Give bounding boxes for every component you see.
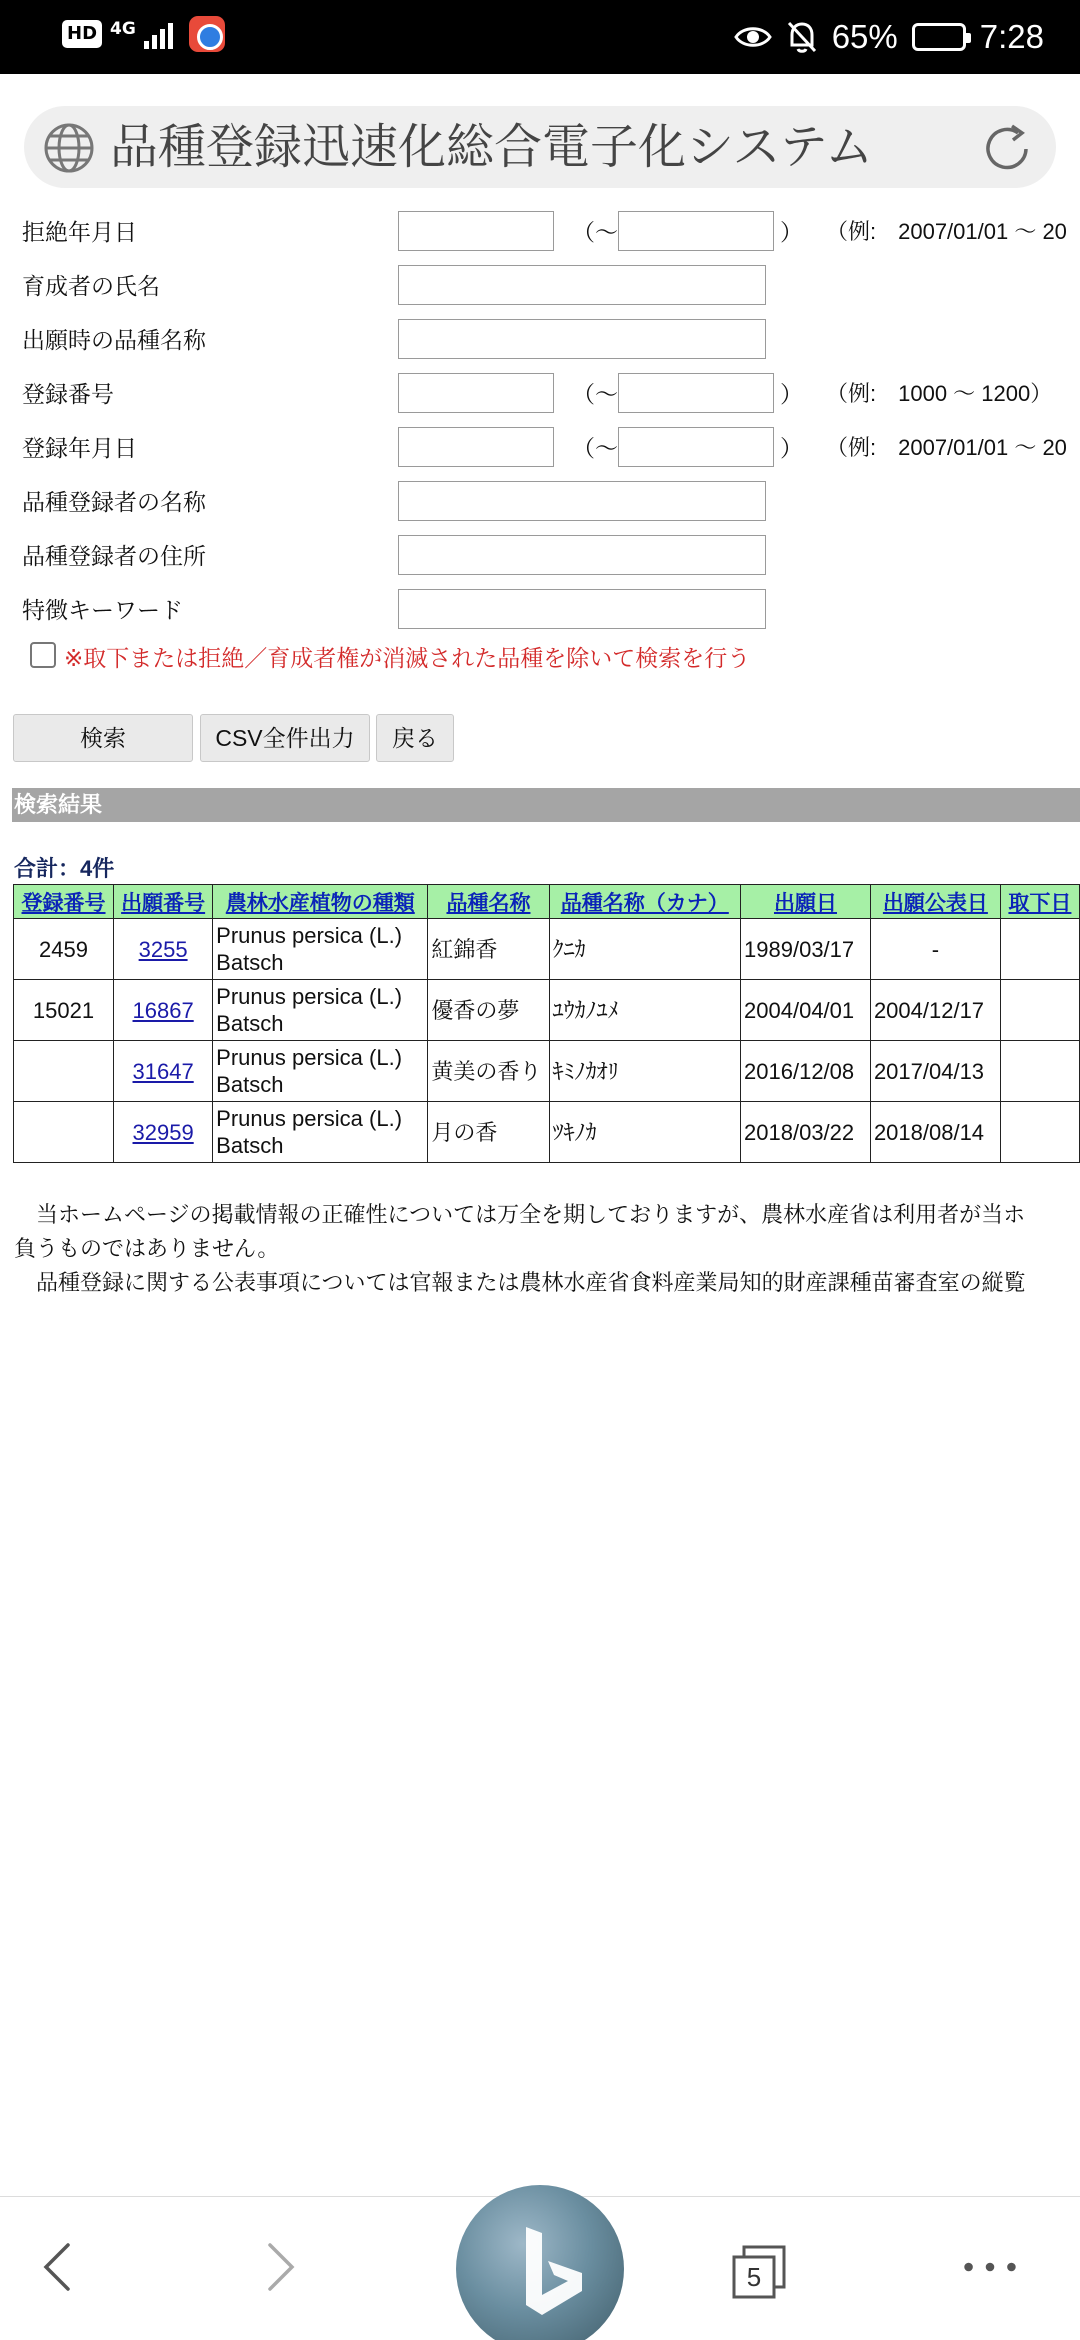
form-label: 育成者の氏名 [22, 273, 160, 299]
table-row [14, 1102, 1080, 1163]
range-close: ） [780, 381, 803, 407]
registration-date-to-input[interactable] [618, 427, 774, 467]
search-button[interactable]: 検索 [13, 714, 193, 762]
application-variety-name-input[interactable] [398, 319, 766, 359]
species-cell: Prunus persica (L.) Batsch [213, 1102, 428, 1163]
battery-icon [912, 23, 966, 51]
range-open: （～ [572, 435, 618, 461]
form-row-registrant-address [0, 530, 1080, 584]
back-arrow-icon[interactable] [30, 2237, 90, 2297]
form-label: 拒絶年月日 [22, 219, 137, 245]
variety-name-cell: 月の香 [428, 1102, 549, 1163]
browser-bottom-nav [0, 2196, 1080, 2340]
registration-date-from-input[interactable] [398, 427, 554, 467]
registration-number-cell: 15021 [14, 980, 114, 1041]
species-cell: Prunus persica (L.) Batsch [213, 980, 428, 1041]
application-date-cell: 1989/03/17 [741, 919, 871, 980]
variety-name-cell: 優香の夢 [428, 980, 549, 1041]
disclaimer-line: 負うものではありません。 [14, 1236, 280, 1261]
bing-icon[interactable] [456, 2185, 624, 2340]
clock: 7:28 [979, 18, 1044, 55]
registration-number-cell: 2459 [14, 919, 114, 980]
browser-address-area [0, 74, 1080, 206]
form-label: 登録年月日 [22, 435, 137, 461]
globe-icon [42, 121, 96, 175]
bell-off-icon [786, 20, 818, 54]
application-number-cell [114, 919, 213, 980]
registration-number-cell [14, 1102, 114, 1163]
variety-kana-cell: ﾕｳｶﾉﾕﾒ [549, 980, 740, 1041]
application-number-cell [114, 980, 213, 1041]
back-button[interactable]: 戻る [376, 714, 454, 762]
exclude-withdrawn-label: ※取下または拒絶／育成者権が消滅された品種を除いて検索を行う [64, 645, 751, 671]
table-row [14, 1041, 1080, 1102]
bing-logo-icon [456, 2185, 624, 2340]
battery-percent: 65% [831, 18, 898, 55]
form-example: （例: 2007/01/01 ～ 20 [826, 435, 1067, 460]
withdrawal-date-cell [1000, 919, 1079, 980]
variety-name-cell: 黄美の香り [428, 1041, 549, 1102]
withdrawal-date-cell [1000, 1102, 1079, 1163]
registrant-name-input[interactable] [398, 481, 766, 521]
disclaimer-notice [14, 1198, 1080, 1300]
form-example: （例: 2007/01/01 ～ 20 [826, 219, 1067, 244]
column-header-publication-date[interactable]: 出願公表日 [870, 885, 1000, 919]
forward-arrow-icon[interactable] [248, 2237, 308, 2297]
app-notification-icon [189, 16, 225, 52]
tab-count: 5 [746, 2262, 762, 2292]
form-row-registration-date [0, 422, 1080, 476]
application-date-cell: 2016/12/08 [741, 1041, 871, 1102]
registration-number-to-input[interactable] [618, 373, 774, 413]
application-number-cell [114, 1041, 213, 1102]
application-date-cell: 2018/03/22 [741, 1102, 871, 1163]
registration-number-cell [14, 1041, 114, 1102]
results-header: 検索結果 [12, 788, 1080, 822]
application-number-link[interactable]: 31647 [132, 1058, 194, 1084]
disclaimer-line: 品種登録に関する公表事項については官報または農林水産省食料産業局知的財産課種苗審査室の縦覧 [14, 1270, 1026, 1295]
status-left [62, 16, 225, 52]
variety-kana-cell: ｷﾐﾉｶｵﾘ [549, 1041, 740, 1102]
withdrawal-date-cell [1000, 980, 1079, 1041]
application-number-link[interactable]: 3255 [138, 936, 188, 962]
species-cell: Prunus persica (L.) Batsch [213, 919, 428, 980]
disclaimer-line: 当ホームページの掲載情報の正確性については万全を期しておりますが、農林水産省は利用者が当ホ [14, 1202, 1026, 1227]
address-bar[interactable] [24, 106, 1056, 188]
withdrawal-date-cell [1000, 1041, 1079, 1102]
application-number-link[interactable]: 16867 [132, 997, 194, 1023]
column-header-application-number[interactable]: 出願番号 [114, 885, 213, 919]
application-date-cell: 2004/04/01 [741, 980, 871, 1041]
form-row-breeder-name [0, 260, 1080, 314]
eye-icon [734, 24, 772, 50]
form-example: （例: 1000 ～ 1200） [826, 381, 1053, 406]
range-open: （～ [572, 219, 618, 245]
form-label: 品種登録者の名称 [22, 489, 206, 515]
breeder-name-input[interactable] [398, 265, 766, 305]
form-row-rejection-date [0, 206, 1080, 260]
exclude-withdrawn-checkbox[interactable] [30, 642, 56, 668]
network-type: 4G [110, 19, 136, 39]
status-right [734, 14, 1044, 60]
publication-date-cell: 2004/12/17 [870, 980, 1000, 1041]
publication-date-cell: - [870, 919, 1000, 980]
column-header-species[interactable]: 農林水産植物の種類 [213, 885, 428, 919]
rejection-date-to-input[interactable] [618, 211, 774, 251]
range-open: （～ [572, 381, 618, 407]
form-row-application-variety-name [0, 314, 1080, 368]
hd-badge: HD [62, 20, 102, 48]
more-icon[interactable] [960, 2237, 1020, 2297]
application-number-cell [114, 1102, 213, 1163]
table-header-row [14, 885, 1080, 919]
page-title: 品種登録迅速化総合電子化システム [110, 119, 874, 175]
publication-date-cell: 2017/04/13 [870, 1041, 1000, 1102]
species-cell: Prunus persica (L.) Batsch [213, 1041, 428, 1102]
range-close: ） [780, 435, 803, 461]
feature-keyword-input[interactable] [398, 589, 766, 629]
range-close: ） [780, 219, 803, 245]
application-number-link[interactable]: 32959 [132, 1119, 194, 1145]
form-label: 品種登録者の住所 [22, 543, 206, 569]
publication-date-cell: 2018/08/14 [870, 1102, 1000, 1163]
table-row [14, 980, 1080, 1041]
column-header-variety-kana[interactable]: 品種名称（カナ） [549, 885, 740, 919]
results-table [13, 884, 1080, 1163]
form-row-registrant-name [0, 476, 1080, 530]
column-header-application-date[interactable]: 出願日 [741, 885, 871, 919]
csv-export-button[interactable]: CSV全件出力 [200, 714, 370, 762]
reload-icon[interactable] [978, 120, 1036, 178]
results-total: 合計：4件 [14, 856, 115, 881]
variety-kana-cell: ｸﾆｶ [549, 919, 740, 980]
variety-kana-cell: ﾂｷﾉｶ [549, 1102, 740, 1163]
page-content [0, 206, 1080, 2196]
column-header-variety-name[interactable]: 品種名称 [428, 885, 549, 919]
form-label: 登録番号 [22, 381, 114, 407]
column-header-withdrawal-date[interactable]: 取下日 [1000, 885, 1079, 919]
form-label: 特徴キーワード [22, 597, 183, 623]
form-row-registration-number [0, 368, 1080, 422]
status-bar [0, 0, 1080, 74]
signal-icon [144, 19, 173, 49]
registration-number-from-input[interactable] [398, 373, 554, 413]
form-label: 出願時の品種名称 [22, 327, 206, 353]
form-row-feature-keyword [0, 584, 1080, 638]
registrant-address-input[interactable] [398, 535, 766, 575]
table-row [14, 919, 1080, 980]
column-header-registration-number[interactable]: 登録番号 [14, 885, 114, 919]
variety-name-cell: 紅錦香 [428, 919, 549, 980]
rejection-date-from-input[interactable] [398, 211, 554, 251]
